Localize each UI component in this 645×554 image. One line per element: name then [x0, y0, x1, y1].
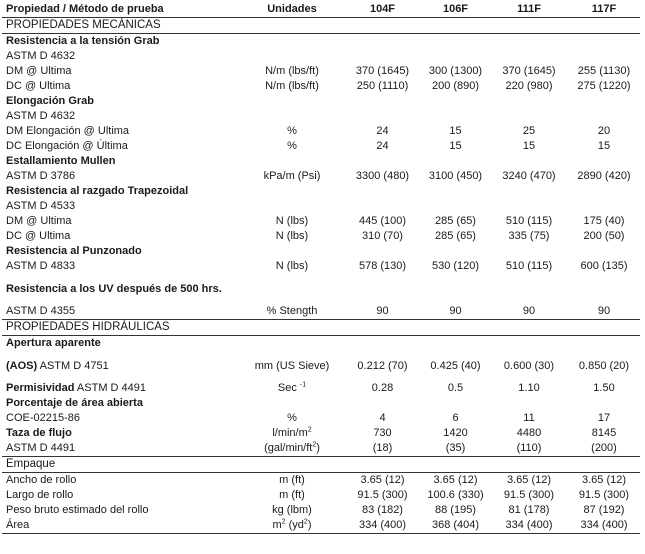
label-rest: ASTM D 4751: [37, 359, 109, 372]
row-unit: N/m (lbs/ft): [265, 65, 319, 77]
subheading-row: [2, 244, 640, 259]
subheading-mullen: Estallamiento Mullen: [6, 155, 116, 167]
cell-111f: 1.10: [518, 382, 540, 394]
cell-117f: 0.850 (20): [578, 359, 630, 372]
table-row: [2, 304, 640, 320]
cell-111f: 15: [522, 140, 536, 152]
cell-106f: 100.6 (330): [427, 489, 484, 501]
table-row: [2, 64, 640, 79]
row-label: DC @ Ultima: [6, 80, 71, 92]
row-unit: m (ft): [279, 489, 305, 501]
cell-106f: 0.425 (40): [430, 359, 481, 372]
method-label: ASTM D 4632: [6, 50, 76, 62]
subheading-area-abierta: Porcentaje de área abierta: [6, 397, 143, 409]
row-label: DC Elongación @ Última: [6, 140, 128, 152]
cell-111f: 510 (115): [505, 260, 553, 272]
table-row: [2, 79, 640, 94]
cell-106f: 15: [449, 125, 462, 137]
table-row: [2, 169, 640, 184]
cell-111f: 11: [523, 412, 535, 424]
subheading-punzonado: Resistencia al Punzonado: [6, 245, 142, 257]
cell-111f: 4480: [516, 427, 542, 439]
table-row: [2, 139, 640, 154]
subheading-grab: Resistencia a la tensión Grab: [6, 35, 160, 47]
cell-117f: 600 (135): [580, 260, 628, 272]
subheading-row: [2, 336, 640, 352]
row-label: Ancho de rollo: [6, 474, 77, 486]
cell-106f: 1420: [443, 427, 468, 439]
table-row: [2, 381, 640, 396]
row-label: [2, 351, 240, 381]
table-row: [2, 214, 640, 229]
row-label: DC @ Ultima: [6, 230, 71, 242]
cell-106f: 88 (195): [435, 504, 476, 516]
header-106f: 106F: [421, 2, 490, 18]
subheading-row: [2, 396, 640, 411]
table-row: [2, 518, 640, 534]
cell-111f: 81 (178): [508, 504, 550, 516]
cell-104f: 3300 (480): [355, 170, 410, 182]
cell-117f: 87 (192): [583, 504, 625, 516]
cell-104f: 24: [376, 140, 389, 152]
subheading-row: [2, 34, 640, 50]
cell-117f: 20: [597, 125, 611, 137]
cell-117f: 8145: [591, 427, 617, 439]
table-row: [2, 229, 640, 244]
row-unit: kg (lbm): [272, 504, 312, 516]
row-label: COE-02215-86: [6, 412, 80, 424]
cell-117f: (200): [591, 442, 617, 454]
properties-table: [2, 2, 640, 534]
section-hidraulicas: PROPIEDADES HIDRÁULICAS: [2, 320, 640, 336]
subheading-uv: Resistencia a los UV después de 500 hrs.: [6, 282, 222, 295]
table-row: [2, 411, 640, 426]
row-unit: Sec $^{-1}$: [277, 381, 307, 394]
row-unit: %: [287, 125, 297, 137]
table-row: [2, 199, 640, 214]
method-label: ASTM D 4533: [6, 200, 76, 212]
cell-111f: (110): [516, 442, 542, 454]
table-row: [2, 124, 640, 139]
row-label: Peso bruto estimado del rollo: [6, 504, 149, 516]
cell-104f: 0.28: [371, 382, 394, 394]
row-unit: $(gal/\min/ft^2)$: [264, 441, 320, 454]
cell-106f: 300 (1300): [428, 65, 483, 77]
cell-106f: 285 (65): [435, 215, 476, 227]
subheading-trapezoidal: Resistencia al razgado Trapezoidal: [6, 185, 189, 197]
cell-104f: 0.212 (70): [357, 359, 408, 372]
cell-106f: 3100 (450): [428, 170, 483, 182]
cell-106f: 0.5: [447, 382, 464, 394]
row-unit: mm (US Sieve): [254, 359, 330, 372]
cell-117f: 15: [597, 140, 611, 152]
cell-104f: 370 (1645): [355, 65, 410, 77]
subheading-row: [2, 154, 640, 169]
row-unit: kPa/m (Psi): [263, 170, 321, 182]
table-row: [2, 441, 640, 457]
row-label: DM @ Ultima: [6, 215, 72, 227]
section-row: [2, 18, 640, 34]
row-unit: % Stength: [266, 305, 318, 317]
row-label: DM @ Ultima: [6, 65, 72, 77]
cell-104f: 83 (182): [362, 504, 403, 516]
label-bold: (AOS): [6, 359, 38, 372]
cell-117f: 3.65 (12): [581, 474, 627, 486]
cell-104f: 250 (1110): [356, 80, 409, 92]
row-label: Área: [2, 518, 240, 534]
header-row: [2, 2, 640, 18]
cell-106f: 285 (65): [435, 230, 476, 242]
table-row: [2, 109, 640, 124]
cell-111f: 0.600 (30): [503, 359, 555, 372]
cell-117f: 90: [597, 305, 611, 317]
row-unit: %: [287, 140, 297, 152]
cell-106f: 6: [452, 412, 459, 424]
subheading-flujo: Taza de flujo: [6, 427, 72, 439]
cell-111f: 3240 (470): [502, 170, 556, 182]
cell-104f: 310 (70): [362, 230, 403, 242]
table-row: [2, 503, 640, 518]
method-label: ASTM D 4632: [6, 110, 76, 122]
subheading-elongacion: Elongación Grab: [6, 95, 95, 107]
cell-111f: 25: [522, 125, 536, 137]
cell-111f: 335 (75): [508, 230, 550, 242]
row-label: [2, 381, 240, 396]
cell-111f: 90: [522, 305, 536, 317]
cell-104f: 730: [373, 427, 392, 439]
section-empaque: Empaque: [2, 457, 640, 473]
cell-104f: 91.5 (300): [357, 489, 408, 501]
table-row: [2, 426, 640, 441]
cell-117f: 175 (40): [583, 215, 625, 227]
cell-104f: 4: [379, 412, 386, 424]
header-117f: 117F: [568, 2, 640, 18]
row-label: ASTM D 3786: [6, 170, 76, 182]
cell-104f: 90: [376, 305, 389, 317]
row-unit: $l/\min/m^2$: [272, 426, 312, 439]
row-label: DM Elongación @ Ultima: [6, 125, 130, 137]
label-rest: ASTM D 4491: [74, 382, 147, 394]
row-label: ASTM D 4491: [6, 442, 76, 454]
cell-106f: 368 (404): [421, 518, 490, 534]
section-row: [2, 457, 640, 473]
cell-111f: 370 (1645): [502, 65, 556, 77]
cell-117f: 275 (1220): [577, 80, 631, 92]
cell-106f: 530 (120): [431, 260, 480, 272]
cell-111f: 91.5 (300): [503, 489, 555, 501]
section-mecanicas: PROPIEDADES MECÁNICAS: [2, 18, 640, 34]
cell-111f: 220 (980): [505, 80, 553, 92]
row-unit: N (lbs): [275, 260, 309, 272]
subheading-row: [2, 184, 640, 199]
header-111f: 111F: [490, 2, 568, 18]
cell-117f: 255 (1130): [577, 65, 631, 77]
label-bold: Permisividad: [6, 382, 75, 394]
table-row: [2, 473, 640, 489]
cell-117f: 200 (50): [583, 230, 625, 242]
header-units: Unidades: [240, 2, 344, 18]
row-label: ASTM D 4355: [6, 305, 76, 317]
row-unit: $m^2$ $(yd^2)$: [240, 518, 344, 534]
row-unit: m (ft): [279, 474, 305, 486]
cell-117f: 91.5 (300): [578, 489, 630, 501]
row-unit: N (lbs): [275, 230, 309, 242]
cell-104f: 3.65 (12): [360, 474, 405, 486]
cell-117f: 2890 (420): [577, 170, 631, 182]
row-unit: %: [287, 412, 297, 424]
header-property: Propiedad / Método de prueba: [2, 2, 240, 18]
section-row: [2, 320, 640, 336]
cell-104f: 334 (400): [344, 518, 421, 534]
cell-111f: 334 (400): [490, 518, 568, 534]
row-label: Largo de rollo: [6, 489, 74, 501]
row-unit: N/m (lbs/ft): [265, 80, 319, 92]
cell-104f: (18): [372, 442, 393, 454]
subheading-row: [2, 274, 640, 304]
cell-111f: 510 (115): [505, 215, 553, 227]
cell-117f: 1.50: [593, 382, 615, 394]
cell-106f: (35): [445, 442, 466, 454]
table-row: [2, 351, 640, 381]
header-104f: 104F: [344, 2, 421, 18]
cell-106f: 15: [449, 140, 462, 152]
cell-117f: 17: [597, 412, 611, 424]
table-row: [2, 259, 640, 274]
cell-106f: 90: [449, 305, 462, 317]
cell-104f: 445 (100): [358, 215, 407, 227]
subheading-row: [2, 94, 640, 109]
cell-117f: 334 (400): [568, 518, 640, 534]
subheading-apertura: Apertura aparente: [6, 337, 101, 349]
row-unit: N (lbs): [275, 215, 309, 227]
cell-106f: 3.65 (12): [433, 474, 478, 486]
cell-104f: 578 (130): [358, 260, 407, 272]
cell-106f: 200 (890): [431, 80, 480, 92]
row-label: ASTM D 4833: [6, 260, 76, 272]
table-row: [2, 49, 640, 64]
cell-111f: 3.65 (12): [506, 474, 552, 486]
table-row: [2, 488, 640, 503]
cell-104f: 24: [376, 125, 389, 137]
